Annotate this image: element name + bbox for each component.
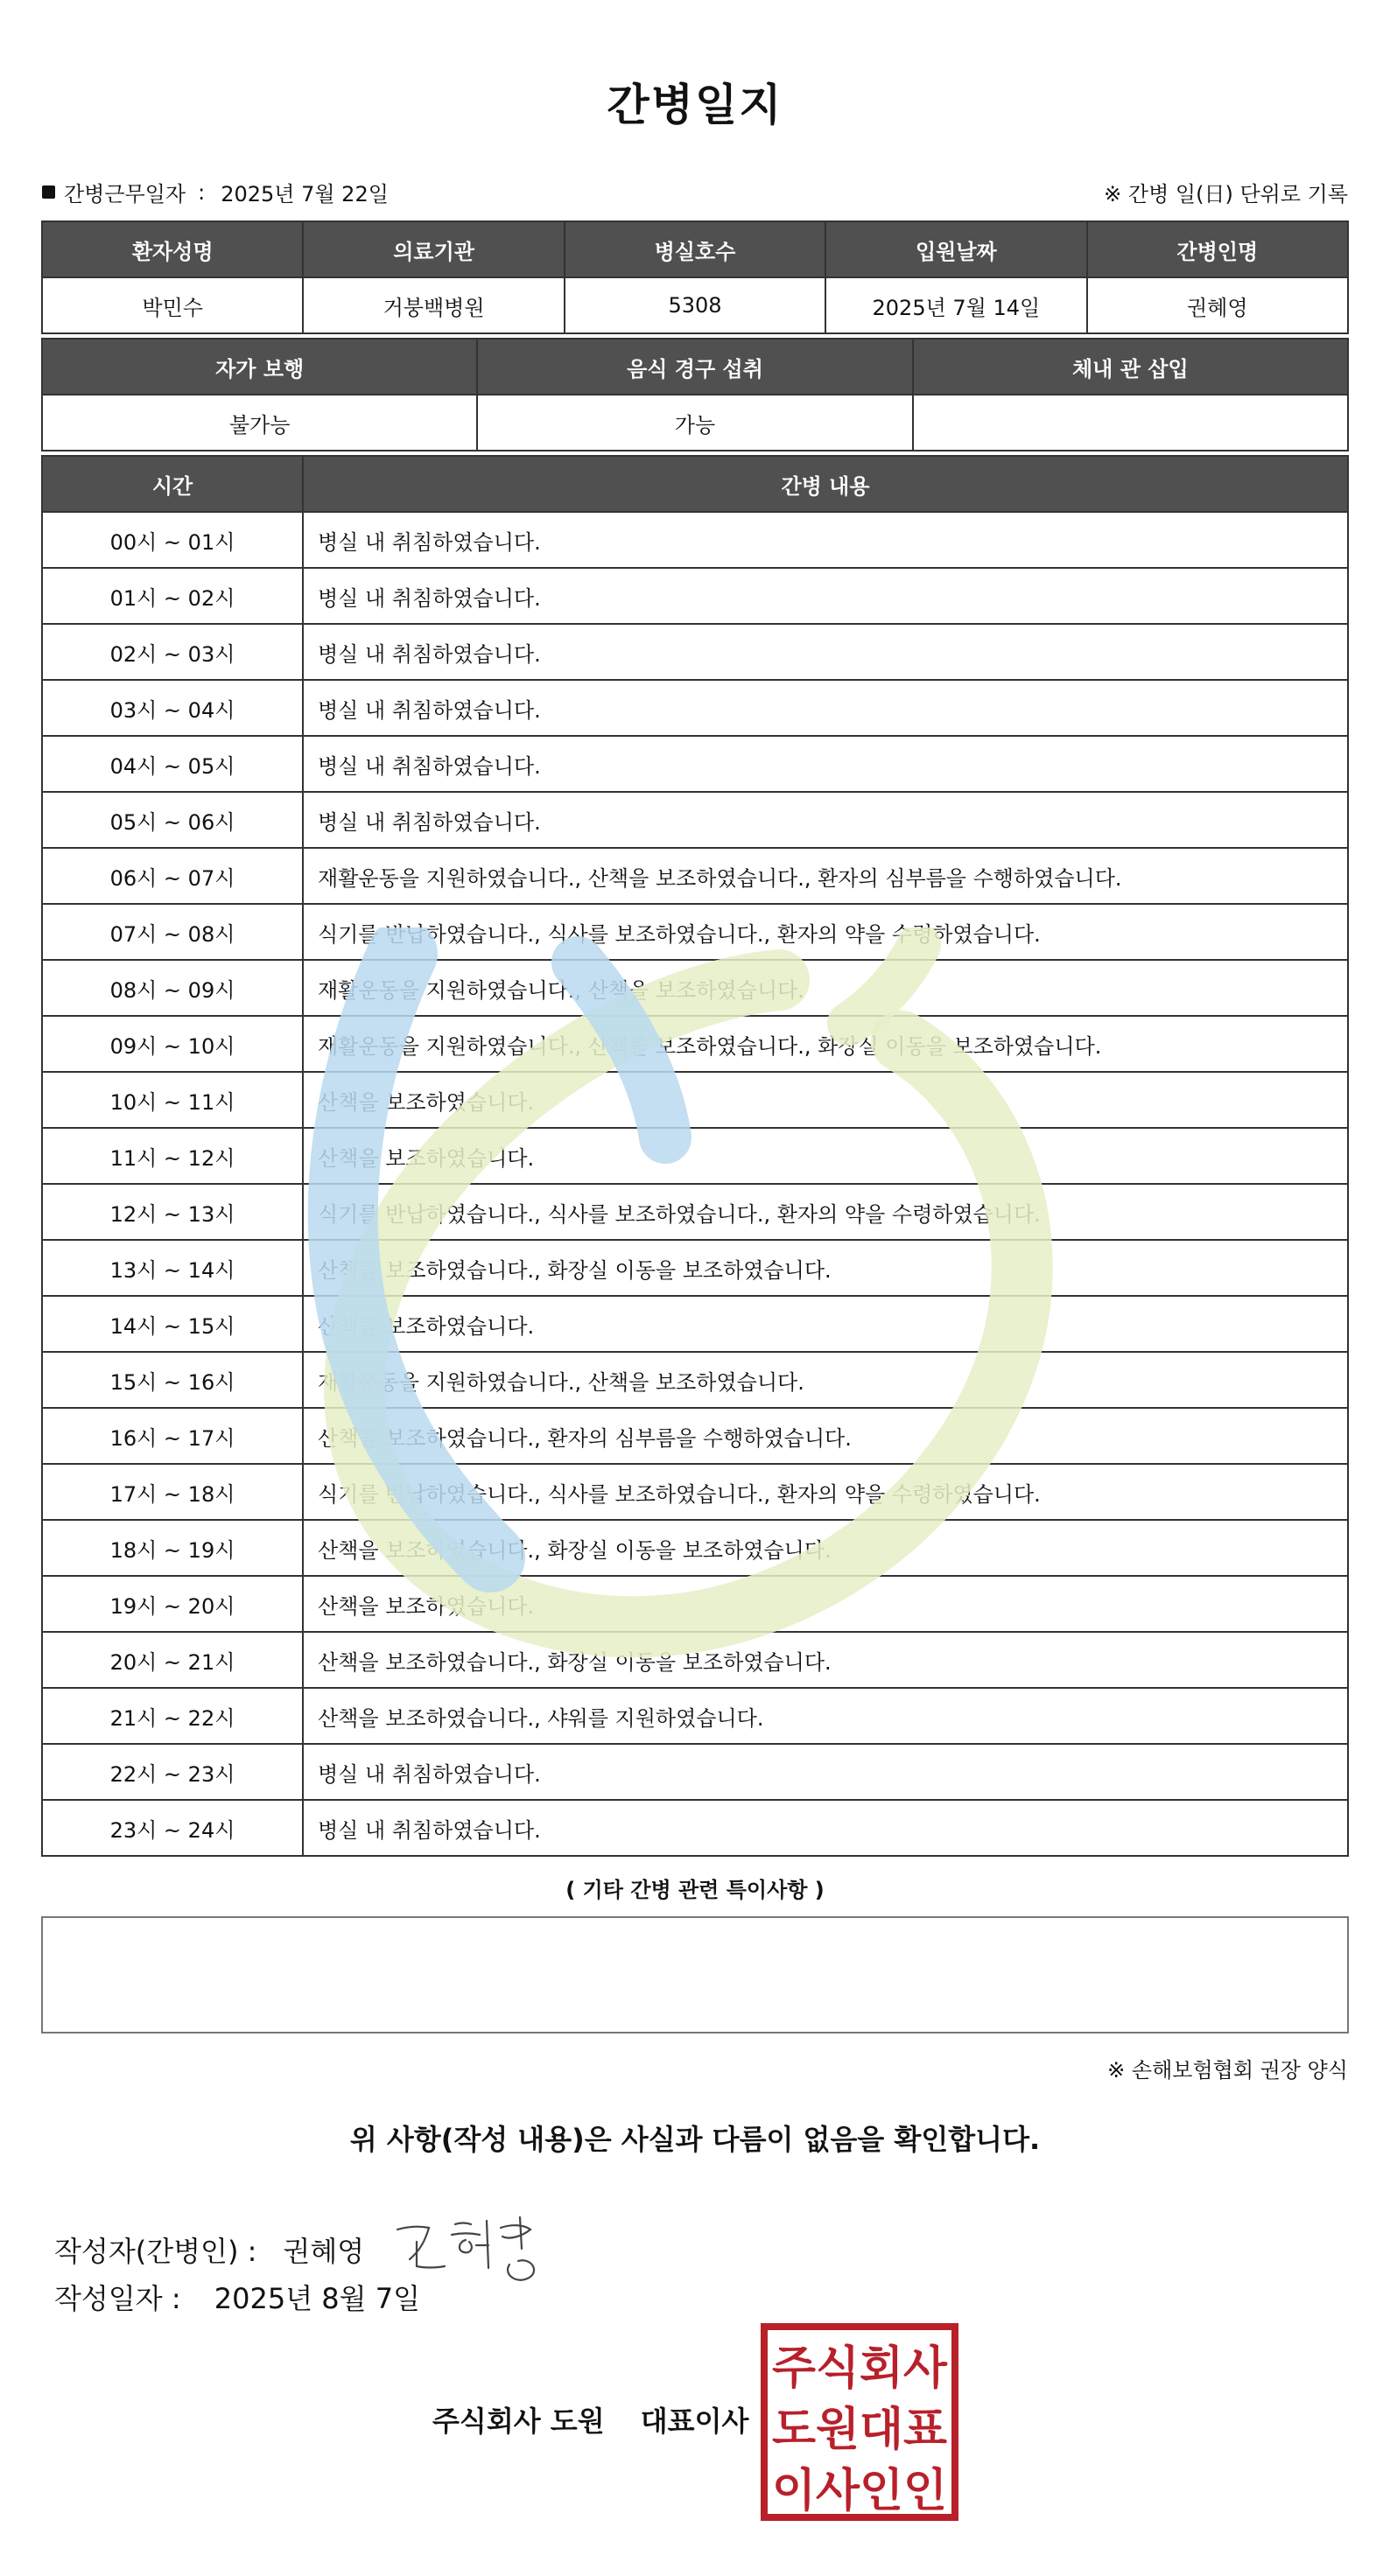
log-content: 병실 내 취침하였습니다. (303, 680, 1348, 736)
care-log-row (42, 1184, 1348, 1240)
care-log-row (42, 1520, 1348, 1576)
log-content: 산책을 보조하였습니다., 화장실 이동을 보조하였습니다. (303, 1632, 1348, 1688)
log-content: 식기를 반납하였습니다., 식사를 보조하였습니다., 환자의 약을 수령하였습니다. (303, 1464, 1348, 1520)
header-tube-insertion: 체내 관 삽입 (913, 339, 1348, 395)
tube-insertion-value (913, 395, 1348, 451)
log-content: 병실 내 취침하였습니다. (303, 736, 1348, 792)
admission-date: 2025년 7월 14일 (825, 277, 1086, 333)
care-log-header-row (42, 456, 1348, 512)
care-log-row (42, 1072, 1348, 1128)
log-content: 재활운동을 지원하였습니다., 산책을 보조하였습니다. (303, 960, 1348, 1016)
form-source-note: ※ 손해보험협회 권장 양식 (1107, 2058, 1348, 2082)
care-log-row (42, 1016, 1348, 1072)
log-content: 재활운동을 지원하였습니다., 산책을 보조하였습니다. (303, 1352, 1348, 1408)
header-oral-intake: 음식 경구 섭취 (477, 339, 912, 395)
writer-label: 작성자(간병인) : (54, 2235, 257, 2268)
log-content: 산책을 보조하였습니다., 화장실 이동을 보조하였습니다. (303, 1240, 1348, 1296)
company-signoff (432, 2399, 748, 2440)
log-time: 05시 ~ 06시 (42, 792, 303, 848)
care-log-row (42, 680, 1348, 736)
caregiver-name: 권혜영 (1087, 277, 1348, 333)
header-hospital: 의료기관 (303, 221, 564, 277)
care-log-row (42, 1632, 1348, 1688)
care-log-table (41, 455, 1349, 1857)
representative-label: 대표이사 (640, 2404, 749, 2438)
log-time: 18시 ~ 19시 (42, 1520, 303, 1576)
self-walking-value: 불가능 (42, 395, 477, 451)
log-time: 23시 ~ 24시 (42, 1800, 303, 1856)
log-time: 19시 ~ 20시 (42, 1576, 303, 1632)
work-date-label: 간병근무일자 (64, 182, 186, 206)
header-self-walking: 자가 보행 (42, 339, 477, 395)
log-time: 07시 ~ 08시 (42, 904, 303, 960)
patient-status-table (41, 338, 1349, 452)
document-title: 간병일지 (607, 80, 783, 130)
care-log-row (42, 848, 1348, 904)
care-log-row (42, 1408, 1348, 1464)
header-caregiver-name: 간병인명 (1087, 221, 1348, 277)
writer-name: 권혜영 (283, 2235, 365, 2268)
log-time: 16시 ~ 17시 (42, 1408, 303, 1464)
patient-info-value-row (42, 277, 1348, 333)
patient-name: 박민수 (42, 277, 303, 333)
log-content: 산책을 보조하였습니다. (303, 1576, 1348, 1632)
log-time: 04시 ~ 05시 (42, 736, 303, 792)
log-time: 02시 ~ 03시 (42, 624, 303, 680)
log-time: 22시 ~ 23시 (42, 1744, 303, 1800)
log-content: 산책을 보조하였습니다., 샤워를 지원하였습니다. (303, 1688, 1348, 1744)
log-time: 17시 ~ 18시 (42, 1464, 303, 1520)
log-content: 병실 내 취침하였습니다. (303, 568, 1348, 624)
care-log-row (42, 1128, 1348, 1184)
care-log-row (42, 1240, 1348, 1296)
seal-line-1: 주식회사 (772, 2342, 948, 2395)
write-date-value: 2025년 8월 7일 (214, 2282, 421, 2315)
care-log-row (42, 736, 1348, 792)
log-time: 15시 ~ 16시 (42, 1352, 303, 1408)
log-content: 재활운동을 지원하였습니다., 산책을 보조하였습니다., 환자의 심부름을 수행하였습니다. (303, 848, 1348, 904)
header-time: 시간 (42, 456, 303, 512)
record-unit-note: ※ 간병 일(日) 단위로 기록 (1104, 182, 1348, 206)
header-care-content: 간병 내용 (303, 456, 1348, 512)
log-content: 병실 내 취침하였습니다. (303, 1800, 1348, 1856)
log-time: 11시 ~ 12시 (42, 1128, 303, 1184)
status-value-row (42, 395, 1348, 451)
log-content: 병실 내 취침하였습니다. (303, 1744, 1348, 1800)
care-log-row (42, 1352, 1348, 1408)
log-content: 식기를 반납하였습니다., 식사를 보조하였습니다., 환자의 약을 수령하였습니다. (303, 904, 1348, 960)
hospital-name: 거붕백병원 (303, 277, 564, 333)
log-time: 10시 ~ 11시 (42, 1072, 303, 1128)
room-number: 5308 (565, 277, 825, 333)
work-date (42, 177, 389, 207)
company-name: 주식회사 도원 (432, 2404, 605, 2438)
log-time: 13시 ~ 14시 (42, 1240, 303, 1296)
special-notes-title: ( 기타 간병 관련 특이사항 ) (565, 1878, 825, 1902)
log-content: 식기를 반납하였습니다., 식사를 보조하였습니다., 환자의 약을 수령하였습니다. (303, 1184, 1348, 1240)
header-admission-date: 입원날짜 (825, 221, 1086, 277)
care-log-row (42, 1296, 1348, 1352)
care-log-row (42, 904, 1348, 960)
log-time: 01시 ~ 02시 (42, 568, 303, 624)
seal-line-2: 도원대표 (772, 2404, 947, 2456)
log-content: 병실 내 취침하였습니다. (303, 624, 1348, 680)
care-log-row (42, 1464, 1348, 1520)
care-log-row (42, 624, 1348, 680)
care-log-row (42, 1800, 1348, 1856)
write-date-line (54, 2277, 420, 2317)
log-time: 12시 ~ 13시 (42, 1184, 303, 1240)
care-log-row (42, 792, 1348, 848)
patient-info-header-row (42, 221, 1348, 277)
write-date-label: 작성일자 : (54, 2282, 181, 2315)
care-log-row (42, 960, 1348, 1016)
log-content: 산책을 보조하였습니다., 화장실 이동을 보조하였습니다. (303, 1520, 1348, 1576)
log-time: 08시 ~ 09시 (42, 960, 303, 1016)
seal-line-3: 이사인인 (772, 2465, 947, 2517)
status-header-row (42, 339, 1348, 395)
care-log-row (42, 568, 1348, 624)
confirmation-statement: 위 사항(작성 내용)은 사실과 다름이 없음을 확인합니다. (349, 2123, 1041, 2156)
special-notes-box (41, 1916, 1349, 2034)
log-time: 06시 ~ 07시 (42, 848, 303, 904)
log-content: 산책을 보조하였습니다. (303, 1128, 1348, 1184)
care-log-row (42, 1688, 1348, 1744)
patient-info-table (41, 220, 1349, 334)
log-content: 병실 내 취침하였습니다. (303, 512, 1348, 568)
care-log-row (42, 1576, 1348, 1632)
care-log-row (42, 512, 1348, 568)
log-time: 03시 ~ 04시 (42, 680, 303, 736)
work-date-value: 2025년 7월 22일 (221, 182, 389, 206)
log-content: 산책을 보조하였습니다. (303, 1296, 1348, 1352)
care-log-body (42, 512, 1348, 1856)
log-content: 재활운동을 지원하였습니다., 산책을 보조하였습니다., 화장실 이동을 보조하였습니다. (303, 1016, 1348, 1072)
log-content: 산책을 보조하였습니다., 환자의 심부름을 수행하였습니다. (303, 1408, 1348, 1464)
company-seal-stamp-icon (760, 2322, 959, 2522)
bullet-square-icon (42, 186, 55, 199)
work-date-separator: : (198, 179, 206, 205)
oral-intake-value: 가능 (477, 395, 912, 451)
log-content: 병실 내 취침하였습니다. (303, 792, 1348, 848)
log-time: 20시 ~ 21시 (42, 1632, 303, 1688)
log-time: 00시 ~ 01시 (42, 512, 303, 568)
header-patient-name: 환자성명 (42, 221, 303, 277)
care-log-row (42, 1744, 1348, 1800)
log-time: 21시 ~ 22시 (42, 1688, 303, 1744)
header-room-number: 병실호수 (565, 221, 825, 277)
log-time: 14시 ~ 15시 (42, 1296, 303, 1352)
log-content: 산책을 보조하였습니다. (303, 1072, 1348, 1128)
log-time: 09시 ~ 10시 (42, 1016, 303, 1072)
